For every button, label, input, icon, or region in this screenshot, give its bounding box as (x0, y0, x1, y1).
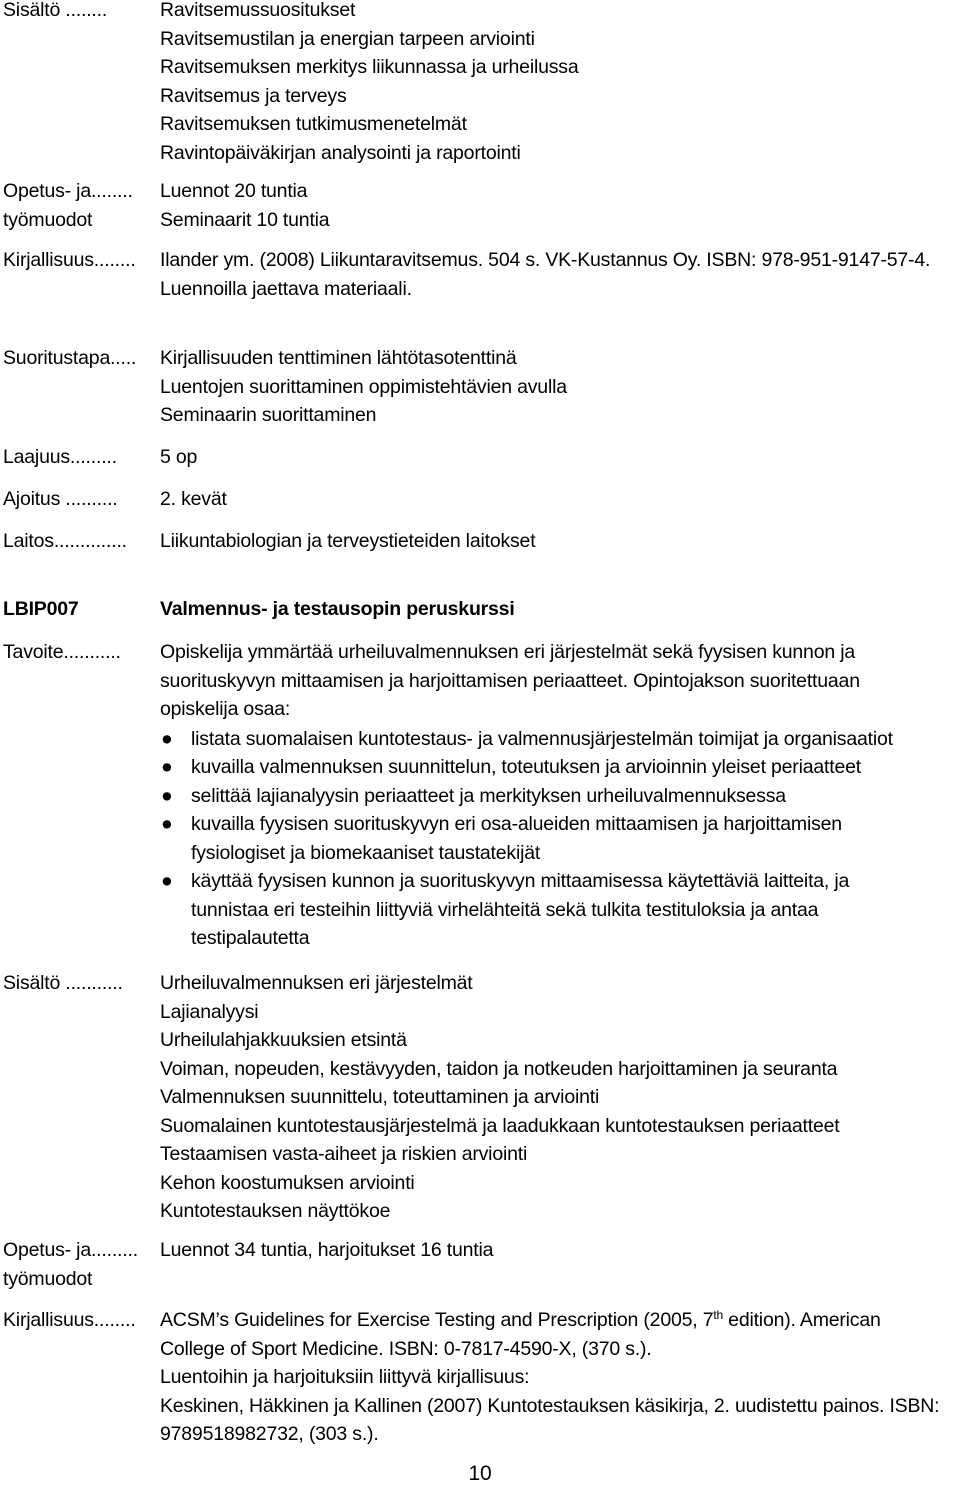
ref1-text-a: ACSM’s Guidelines for Exercise Testing and Prescription (2005, 7 (160, 1309, 714, 1331)
course-title: Valmennus- ja testausopin peruskurssi (160, 598, 515, 620)
sisalto-item: Ravitsemus ja terveys (160, 84, 347, 107)
opetus-label-line1: Opetus- ja........ (3, 180, 133, 202)
course-opetus-value: Luennot 34 tuntia, harjoitukset 16 tuntia (160, 1239, 494, 1261)
course-sisalto-section (3, 969, 952, 1226)
course-sisalto-item: Testaamisen vasta-aiheet ja riskien arviointi (160, 1143, 528, 1165)
kirjallisuus-list (160, 246, 952, 303)
course-sisalto-item: Kuntotestauksen näyttökoe (160, 1200, 391, 1222)
kirjallisuus-label: Kirjallisuus........ (3, 249, 136, 271)
ref1-superscript: th (713, 1308, 723, 1322)
suoritustapa-label: Suoritustapa..... (3, 347, 137, 369)
page-number: 10 (468, 1462, 492, 1485)
laitos-value: Liikuntabiologian ja terveystieteiden laitokset (160, 530, 536, 552)
kirjallisuus-item: Ilander ym. (2008) Liikuntaravitsemus. 504 s. VK-Kustannus Oy. ISBN: 978-951-9147-57-4. (160, 249, 931, 271)
suoritustapa-section (3, 344, 952, 430)
course-sisalto-item: Valmennuksen suunnittelu, toteuttaminen ja arviointi (160, 1086, 600, 1108)
list-item (160, 867, 952, 953)
tavoite-content (160, 638, 952, 953)
course-sisalto-item: Voiman, nopeuden, kestävyyden, taidon ja notkeuden harjoittaminen ja seuranta (160, 1057, 838, 1080)
opetus-item: Luennot 20 tuntia (160, 180, 308, 202)
laitos-label: Laitos.............. (3, 530, 127, 552)
course-kirjallisuus-ref1 (160, 1306, 942, 1363)
opetus-item: Seminaarit 10 tuntia (160, 208, 330, 231)
course-kirjallisuus-section (3, 1306, 952, 1449)
course-opetus-section (3, 1236, 952, 1293)
ajoitus-section (3, 485, 952, 514)
list-item (160, 782, 952, 811)
bullet-text: selittää lajianalyysin periaatteet ja merkityksen urheiluvalmennuksessa (191, 784, 786, 807)
ajoitus-value: 2. kevät (160, 488, 227, 510)
bullet-icon: ● (161, 813, 173, 835)
suoritustapa-list (160, 344, 952, 430)
suoritustapa-item: Seminaarin suorittaminen (160, 404, 377, 426)
course-sisalto-item: Lajianalyysi (160, 1000, 259, 1023)
course-code: LBIP007 (3, 598, 79, 620)
sisalto-item: Ravintopäiväkirjan analysointi ja raportointi (160, 141, 521, 164)
bullet-text: kuvailla valmennuksen suunnittelun, toteutuksen ja arvioinnin yleiset periaatteet (191, 756, 861, 778)
course-opetus-label-line2: työmuodot (3, 1267, 93, 1290)
laajuus-label: Laajuus......... (3, 446, 117, 468)
opetus-section (3, 177, 952, 234)
course-sisalto-item: Urheilulahjakkuuksien etsintä (160, 1029, 407, 1051)
opetus-label-line2: työmuodot (3, 208, 93, 231)
bullet-icon: ● (161, 870, 173, 892)
kirjallisuus-section (3, 246, 952, 303)
sisalto-section (3, 0, 952, 167)
tavoite-label: Tavoite........... (3, 641, 121, 663)
bullet-icon: ● (161, 727, 173, 750)
suoritustapa-item: Kirjallisuuden tenttiminen lähtötasotenttinä (160, 347, 517, 369)
course-sisalto-item: Urheiluvalmennuksen eri järjestelmät (160, 972, 473, 994)
laajuus-section (3, 443, 952, 472)
opetus-list (160, 177, 952, 234)
course-kirjallisuus-label: Kirjallisuus........ (3, 1309, 136, 1331)
kirjallisuus-item: Luennoilla jaettava materiaali. (160, 277, 412, 300)
sisalto-label: Sisältö ........ (3, 0, 108, 21)
list-item (160, 725, 952, 754)
sisalto-list (160, 0, 952, 167)
sisalto-item: Ravitsemustilan ja energian tarpeen arviointi (160, 27, 535, 50)
bullet-icon: ● (161, 784, 173, 807)
ajoitus-label: Ajoitus .......... (3, 488, 118, 510)
course-kirjallisuus-line3: Keskinen, Häkkinen ja Kallinen (2007) Kuntotestauksen käsikirja, 2. uudistettu painos. ISBN: 9789518982732, (303 s.). (160, 1394, 940, 1445)
course-sisalto-label: Sisältö ........... (3, 972, 123, 994)
list-item (160, 810, 952, 867)
suoritustapa-item: Luentojen suorittaminen oppimistehtävien avulla (160, 375, 567, 398)
bullet-text: kuvailla fyysisen suorituskyvyn eri osa-alueiden mittaamisen ja harjoittamisen fysiologiset ja biomekaaniset taustatekijät (191, 813, 842, 864)
course-kirjallisuus-content (160, 1306, 952, 1449)
sisalto-item: Ravitsemuksen tutkimusmenetelmät (160, 113, 467, 135)
sisalto-item: Ravitsemuksen merkitys liikunnassa ja urheilussa (160, 56, 579, 78)
course-kirjallisuus-line2: Luentoihin ja harjoituksiin liittyvä kirjallisuus: (160, 1366, 530, 1388)
bullet-icon: ● (161, 756, 173, 778)
laajuus-value: 5 op (160, 446, 198, 468)
opetus-label (3, 177, 160, 234)
laitos-section (3, 527, 952, 556)
course-opetus-label (3, 1236, 160, 1293)
bullet-text: käyttää fyysisen kunnon ja suorituskyvyn mittaamisessa käytettäviä laitteita, ja tunnistaa eri testeihin liittyviä virhelähteitä sekä tulkita testituloksia ja antaa testipalautetta (191, 870, 850, 949)
course-heading (3, 595, 952, 624)
list-item (160, 753, 952, 782)
course-opetus-label-line1: Opetus- ja......... (3, 1239, 138, 1261)
course-sisalto-item: Suomalainen kuntotestausjärjestelmä ja laadukkaan kuntotestauksen periaatteet (160, 1114, 840, 1137)
course-sisalto-list (160, 969, 952, 1226)
sisalto-item: Ravitsemussuositukset (160, 0, 356, 21)
bullet-text: listata suomalaisen kuntotestaus- ja valmennusjärjestelmän toimijat ja organisaatiot (191, 727, 893, 750)
tavoite-bullet-list (160, 725, 952, 953)
tavoite-section (3, 638, 952, 953)
ref1-text-b: edition). American College of Sport Medicine. ISBN: 0-7817-4590-X, (370 s.). (160, 1309, 881, 1360)
tavoite-text: Opiskelija ymmärtää urheiluvalmennuksen eri järjestelmät sekä fyysisen kunnon ja suorituskyvyn mittaamisen ja harjoittamisen periaatteet. Opintojakson suoritettuaan opiskelija osaa: (160, 641, 860, 720)
course-sisalto-item: Kehon koostumuksen arviointi (160, 1171, 415, 1194)
